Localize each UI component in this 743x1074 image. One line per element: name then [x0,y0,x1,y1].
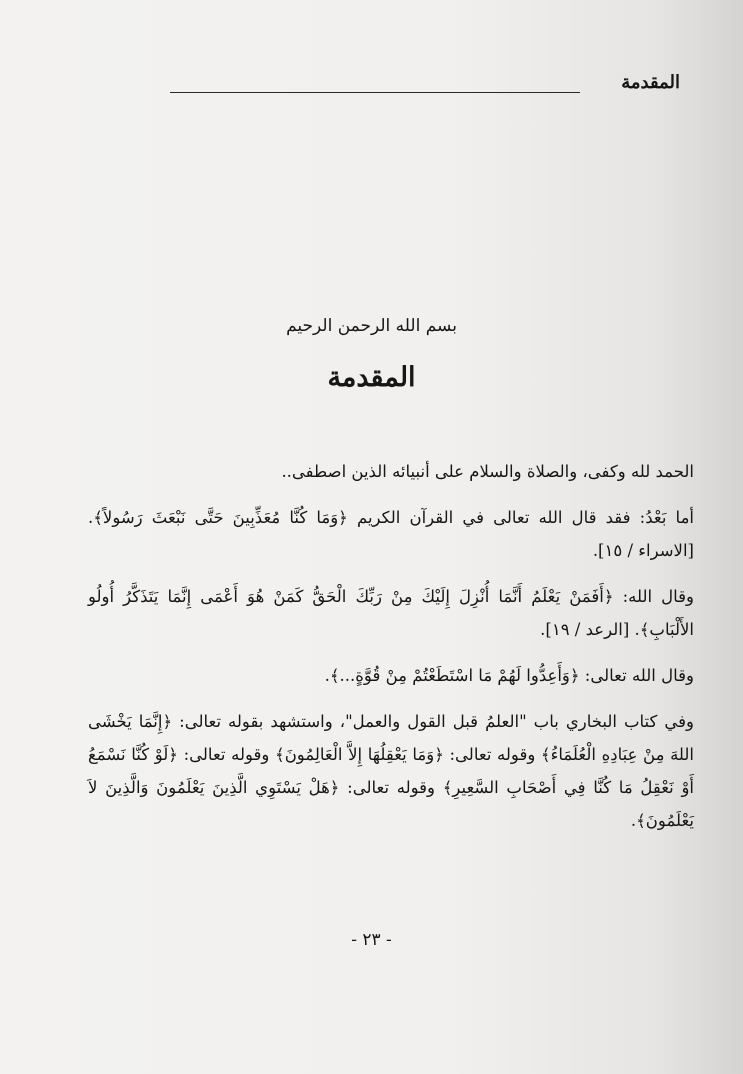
body-text [88,455,694,850]
paragraph: وفي كتاب البخاري باب "العلمُ قبل القول والعمل"، واستشهد بقوله تعالى: ﴿إِنَّمَا يَخْشَى اللهَ مِنْ عِبَادِهِ الْعُلَمَاءُ﴾ وقوله تعالى: ﴿وَمَا يَعْقِلُهَا إِلاَّ الْعَالِمُونَ﴾ وقوله تعالى: ﴿لَوْ كُنَّا نَسْمَعُ أَوْ نَعْقِلُ مَا كُنَّا فِي أَصْحَابِ السَّعِيرِ﴾ وقوله تعالى: ﴿هَلْ يَسْتَوِي الَّذِينَ يَعْلَمُونَ وَالَّذِينَ لاَ يَعْلَمُونَ﴾. [88,712,694,830]
paragraph: وقال الله: ﴿أَفَمَنْ يَعْلَمُ أَنَّمَا أُنْزِلَ إِلَيْكَ مِنْ رَبِّكَ الْحَقُّ كَمَنْ هُوَ أَعْمَى إِنَّمَا يَتَذَكَّرُ أُولُو الأَلْبَابِ﴾. [الرعد / ١٩]. [88,587,694,639]
paragraph: وقال الله تعالى: ﴿وَأَعِدُّوا لَهُمْ مَا اسْتَطَعْتُمْ مِنْ قُوَّةٍ...﴾. [324,666,694,685]
running-header-title: المقدمة [621,72,680,93]
paragraph: الحمد لله وكفى، والصلاة والسلام على أنبيائه الذين اصطفى.. [281,462,694,481]
page-number: - ٢٣ - [351,930,392,950]
header-rule [170,92,580,93]
running-header [170,72,680,98]
basmala: بسم الله الرحمن الرحيم [286,316,457,336]
paragraph: أما بَعْدُ: فقد قال الله تعالى في القرآن الكريم ﴿وَمَا كُنَّا مُعَذِّبِينَ حَتَّى نَبْعَثَ رَسُولاً﴾. [الاسراء / ١٥]. [88,508,694,560]
chapter-title: المقدمة [327,362,416,393]
